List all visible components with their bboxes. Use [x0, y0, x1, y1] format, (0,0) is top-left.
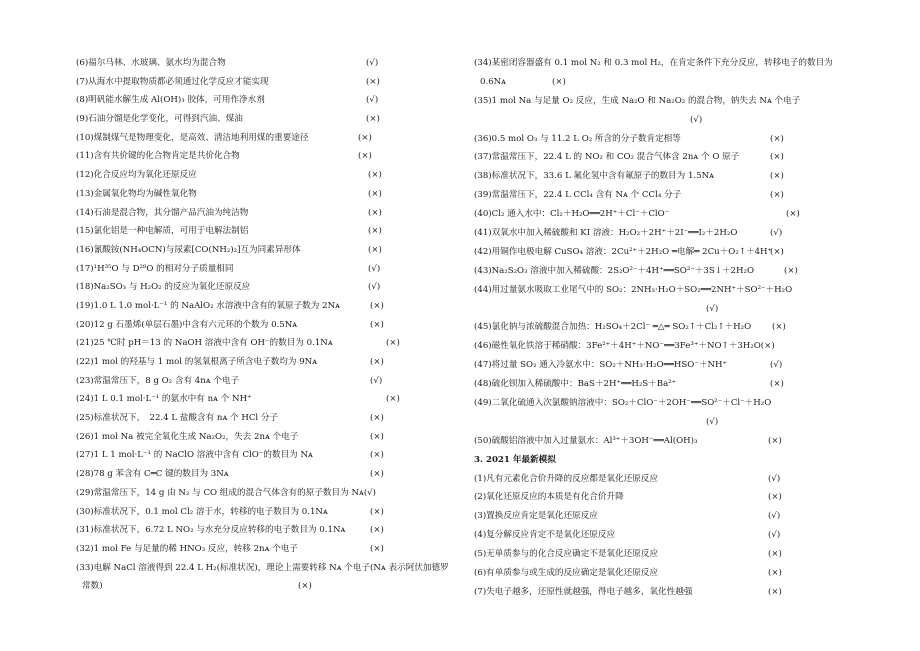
- question-text: (8)明矾能水解生成 Al(OH)₃ 胶体，可用作净水剂: [76, 95, 265, 106]
- answer-mark: (×): [386, 394, 400, 405]
- answer-mark: (√): [770, 360, 783, 371]
- question-item: [474, 546, 844, 565]
- question-item: [474, 338, 844, 357]
- question-text: (48)硫化钡加入稀硫酸中：BaS＋2H⁺══H₂S＋Ba²⁺: [474, 379, 677, 390]
- question-text: (46)磁性氧化铁溶于稀硝酸：3Fe²⁺＋4H⁺＋NO⁻══3Fe³⁺＋NO↑＋3H₂O(×): [474, 341, 775, 352]
- question-text: (22)1 mol 的羟基与 1 mol 的氢氧根离子所含电子数均为 9Nᴀ: [76, 357, 318, 367]
- question-text: (9)石油分馏是化学变化，可得到汽油、煤油: [76, 114, 243, 125]
- answer-mark: (×): [370, 543, 384, 554]
- answer-mark: (×): [770, 190, 784, 201]
- question-text: (18)Na₂SO₃ 与 H₂O₂ 的反应为氧化还原反应: [76, 282, 251, 293]
- question-item: [76, 298, 436, 317]
- section-heading: 3. 2021 年最新模拟: [474, 454, 556, 465]
- question-item: [474, 93, 844, 112]
- question-item: [76, 317, 436, 336]
- question-item: [474, 206, 844, 225]
- answer-mark: (×): [370, 431, 384, 442]
- question-item: [76, 485, 436, 504]
- answer-mark: (×): [366, 76, 380, 87]
- question-item: [474, 55, 844, 74]
- right-column: [474, 55, 844, 603]
- question-text: (43)Na₂S₂O₃ 溶液中加入稀硫酸：2S₂O²⁻＋4H⁺══SO²⁻＋3S↓＋2H₂O: [474, 265, 755, 276]
- question-text: (42)用铜作电极电解 CuSO₄ 溶液：2Cu²⁺＋2H₂O ═电解═ 2Cu＋O₂↑＋4H⁺: [474, 246, 773, 257]
- question-item: [76, 186, 436, 205]
- question-item: [76, 279, 436, 298]
- question-item: [76, 522, 436, 541]
- question-text: (2)氧化还原反应的本质是有化合价升降: [474, 492, 624, 503]
- question-item: [76, 92, 436, 111]
- question-item: [76, 410, 436, 429]
- answer-mark: (√): [706, 303, 719, 314]
- answer-mark: (×): [768, 586, 782, 597]
- answer-mark: (√): [768, 530, 781, 541]
- question-text: (26)1 mol Na 被完全氧化生成 Na₂O₂，失去 2nᴀ 个电子: [76, 431, 299, 442]
- answer-mark: (×): [368, 207, 382, 218]
- answer-mark: (√): [370, 375, 383, 386]
- answer-mark: (×): [768, 549, 782, 560]
- answer-mark: (×): [368, 170, 382, 181]
- question-text: (7)从海水中提取物质都必须通过化学反应才能实现: [76, 76, 269, 87]
- question-item: [76, 111, 436, 130]
- question-text: (14)石油是混合物，其分馏产品汽油为纯洁物: [76, 207, 249, 218]
- question-item: [474, 414, 844, 433]
- question-text: (36)0.5 mol O₃ 与 11.2 L O₂ 所含的分子数肯定相等: [474, 133, 681, 144]
- question-text: (20)12 g 石墨烯(单层石墨)中含有六元环的个数为 0.5Nᴀ: [76, 319, 298, 330]
- answer-mark: (×): [370, 450, 384, 461]
- question-text: (50)硫酸铝溶液中加入过量氨水：Al³⁺＋3OH⁻══Al(OH)₃: [474, 435, 698, 446]
- question-text: (6)有单质参与或生成的反应确定是氧化还原反应: [474, 568, 659, 579]
- question-item: [474, 471, 844, 490]
- question-text: (28)78 g 苯含有 C═C 键的数目为 3Nᴀ: [76, 469, 229, 480]
- question-item: [76, 447, 436, 466]
- question-item: [76, 391, 436, 410]
- answer-mark: (×): [298, 581, 312, 592]
- question-text: (16)氰酸铵(NH₄OCN)与尿素[CO(NH₂)₂]互为同素异形体: [76, 244, 301, 255]
- question-text: (33)电解 NaCl 溶液得到 22.4 L H₂(标准状况)，理论上需要转移 Nᴀ 个电子(Nᴀ 表示阿伏加德罗: [76, 562, 449, 573]
- left-column: [76, 55, 449, 597]
- question-item: [76, 373, 436, 392]
- question-item: [76, 504, 436, 523]
- answer-mark: (×): [370, 319, 384, 330]
- question-item: [474, 527, 844, 546]
- question-item: [474, 225, 844, 244]
- question-item: [474, 319, 844, 338]
- question-text: (25)标准状况下， 22.4 L 盐酸含有 nᴀ 个 HCl 分子: [76, 413, 279, 424]
- answer-mark: (×): [770, 171, 784, 182]
- question-text: (44)用过量氨水吸取工业尾气中的 SO₂：2NH₃·H₂O＋SO₂══2NH⁺＋SO²⁻＋H₂O: [474, 284, 793, 295]
- answer-mark: (×): [370, 469, 384, 480]
- question-text: (6)福尔马林、水玻璃、氨水均为混合物: [76, 58, 226, 68]
- question-item: [76, 242, 436, 261]
- answer-mark: (×): [370, 525, 384, 536]
- question-text: (17)¹H³⁵O 与 D²⁸O 的相对分子质量相同: [76, 263, 234, 274]
- answer-mark: (√): [690, 114, 703, 125]
- question-item: [474, 112, 844, 131]
- question-text: (7)失电子越多，还原性就越强，得电子越多，氧化性越强: [474, 586, 693, 597]
- answer-mark: (√): [768, 511, 781, 522]
- question-item: [474, 433, 844, 452]
- answer-mark: (√): [706, 416, 719, 427]
- question-text: (15)氯化铝是一种电解质，可用于电解法制铝: [76, 226, 249, 237]
- question-item: [474, 584, 844, 603]
- answer-mark: (√): [366, 95, 379, 106]
- question-text: (24)1 L 0.1 mol·L⁻¹ 的氨水中有 nᴀ 个 NH⁺: [76, 394, 252, 405]
- question-item: [474, 301, 844, 320]
- question-item: [76, 205, 436, 224]
- question-item: [474, 263, 844, 282]
- question-text: (39)常温常压下，22.4 L CCl₄ 含有 Nᴀ 个 CCl₄ 分子: [474, 190, 682, 201]
- answer-mark: (×): [552, 76, 566, 87]
- answer-mark: (×): [358, 132, 372, 143]
- question-text: (41)双氧水中加入稀硫酸和 KI 溶液：H₂O₂＋2H⁺＋2I⁻══I₂＋2H₂O: [474, 228, 738, 239]
- question-text: (10)煤制煤气是物理变化，是高效、清洁地利用煤的重要途径: [76, 132, 309, 143]
- question-item: [474, 244, 844, 263]
- answer-mark: (√): [368, 263, 381, 274]
- answer-mark: (√): [768, 473, 781, 484]
- answer-mark: (×): [370, 413, 384, 424]
- question-text: (35)1 mol Na 与足量 O₂ 反应，生成 Na₂O 和 Na₂O₂ 的混合物，钠失去 Nᴀ 个电子: [474, 95, 801, 106]
- answer-mark: (×): [768, 435, 782, 446]
- question-item: [76, 223, 436, 242]
- answer-mark: (×): [786, 209, 800, 220]
- question-item: [76, 429, 436, 448]
- question-item: [474, 131, 844, 150]
- question-item: [474, 508, 844, 527]
- answer-mark: (×): [370, 357, 384, 367]
- question-text: (12)化合反应均为氧化还原反应: [76, 170, 197, 181]
- question-item: [474, 565, 844, 584]
- question-text: (49)二氧化硫通入次氯酸钠溶液中：SO₂＋ClO⁻＋2OH⁻══SO²⁻＋Cl⁻＋H₂O: [474, 398, 772, 409]
- question-item: [474, 395, 844, 414]
- question-item: [76, 541, 436, 560]
- question-text: (38)标准状况下，33.6 L 氟化氢中含有氟原子的数目为 1.5Nᴀ: [474, 171, 715, 182]
- question-text: 0.6Nᴀ: [480, 76, 507, 87]
- question-text: (11)含有共价键的化合物肯定是共价化合物: [76, 151, 240, 162]
- question-item: [76, 560, 449, 579]
- question-item: [474, 452, 844, 471]
- answer-mark: (×): [368, 188, 382, 199]
- question-text: (31)标准状况下，6.72 L NO₂ 与水充分反应转移的电子数目为 0.1Nᴀ: [76, 525, 346, 536]
- question-item: [474, 149, 844, 168]
- answer-mark: (×): [772, 322, 786, 333]
- question-text: (47)将过量 SO₂ 通入冷氨水中：SO₂＋NH₃·H₂O══HSO⁻＋NH⁺: [474, 360, 728, 371]
- question-item: [76, 354, 436, 373]
- answer-mark: (×): [770, 152, 784, 163]
- answer-mark: (×): [358, 151, 372, 162]
- answer-mark: (×): [386, 338, 400, 349]
- question-text: (21)25 ℃时 pH＝13 的 NaOH 溶液中含有 OH⁻的数目为 0.1Nᴀ: [76, 338, 333, 349]
- question-text: (13)金属氧化物均为碱性氧化物: [76, 188, 197, 199]
- question-item: [474, 282, 844, 301]
- answer-mark: (√): [366, 58, 379, 68]
- answer-mark: (×): [768, 568, 782, 579]
- question-text: (23)常温常压下，8 g O₂ 含有 4nᴀ 个电子: [76, 375, 240, 386]
- question-item: [474, 168, 844, 187]
- question-item: [76, 167, 436, 186]
- question-item: [474, 187, 844, 206]
- answer-mark: (×): [770, 133, 784, 144]
- question-item: [76, 74, 436, 93]
- question-text: (34)某密闭容器盛有 0.1 mol N₂ 和 0.3 mol H₂，在肯定条件下充分反应，转移电子的数目为: [474, 58, 833, 68]
- question-text: (5)无单质参与的化合反应确定不是氧化还原反应: [474, 549, 659, 560]
- question-item: [76, 130, 436, 149]
- question-text: 常数): [82, 581, 103, 592]
- question-text: (29)常温常压下，14 g 由 N₂ 与 CO 组成的混合气体含有的原子数目为 Nᴀ(√): [76, 487, 376, 498]
- question-item: [76, 578, 436, 597]
- answer-mark: (×): [768, 492, 782, 503]
- question-item: [474, 489, 844, 508]
- question-item: [474, 357, 844, 376]
- question-text: (4)复分解反应肯定不是氧化还原反应: [474, 530, 616, 541]
- question-text: (3)置换反应肯定是氧化还原反应: [474, 511, 598, 522]
- question-text: (32)1 mol Fe 与足量的稀 HNO₃ 反应，转移 2nᴀ 个电子: [76, 543, 298, 554]
- answer-mark: (×): [770, 379, 784, 390]
- question-text: (40)Cl₂ 通入水中：Cl₂＋H₂O══2H⁺＋Cl⁻＋ClO⁻: [474, 209, 670, 220]
- answer-mark: (×): [784, 265, 798, 276]
- question-text: (37)常温常压下，22.4 L 的 NO₂ 和 CO₂ 混合气体含 2nᴀ 个 O 原子: [474, 152, 740, 163]
- answer-mark: (×): [370, 506, 384, 517]
- question-item: [76, 148, 436, 167]
- question-item: [474, 74, 844, 93]
- question-text: (19)1.0 L 1.0 mol·L⁻¹ 的 NaAlO₂ 水溶液中含有的氧原子数为 2Nᴀ: [76, 300, 340, 311]
- question-text: (45)氯化钠与浓硫酸混合加热：H₂SO₄＋2Cl⁻ ═△═ SO₂↑＋Cl₂↑＋H₂O: [474, 322, 752, 333]
- question-text: (1)凡有元素化合价升降的反应都是氧化还原反应: [474, 473, 659, 484]
- answer-mark: (√): [368, 282, 381, 293]
- answer-mark: (×): [368, 244, 382, 255]
- question-item: [76, 55, 436, 74]
- answer-mark: (×): [368, 226, 382, 237]
- question-item: [76, 261, 436, 280]
- question-text: (27)1 L 1 mol·L⁻¹ 的 NaClO 溶液中含有 ClO⁻的数目为 Nᴀ: [76, 450, 313, 461]
- question-item: [76, 466, 436, 485]
- answer-mark: (×): [770, 246, 784, 257]
- answer-mark: (×): [370, 300, 384, 311]
- question-text: (30)标准状况下，0.1 mol Cl₂ 溶于水，转移的电子数目为 0.1Nᴀ: [76, 506, 328, 517]
- answer-mark: (×): [366, 114, 380, 125]
- answer-mark: (√): [770, 228, 783, 239]
- question-item: [474, 376, 844, 395]
- question-item: [76, 335, 436, 354]
